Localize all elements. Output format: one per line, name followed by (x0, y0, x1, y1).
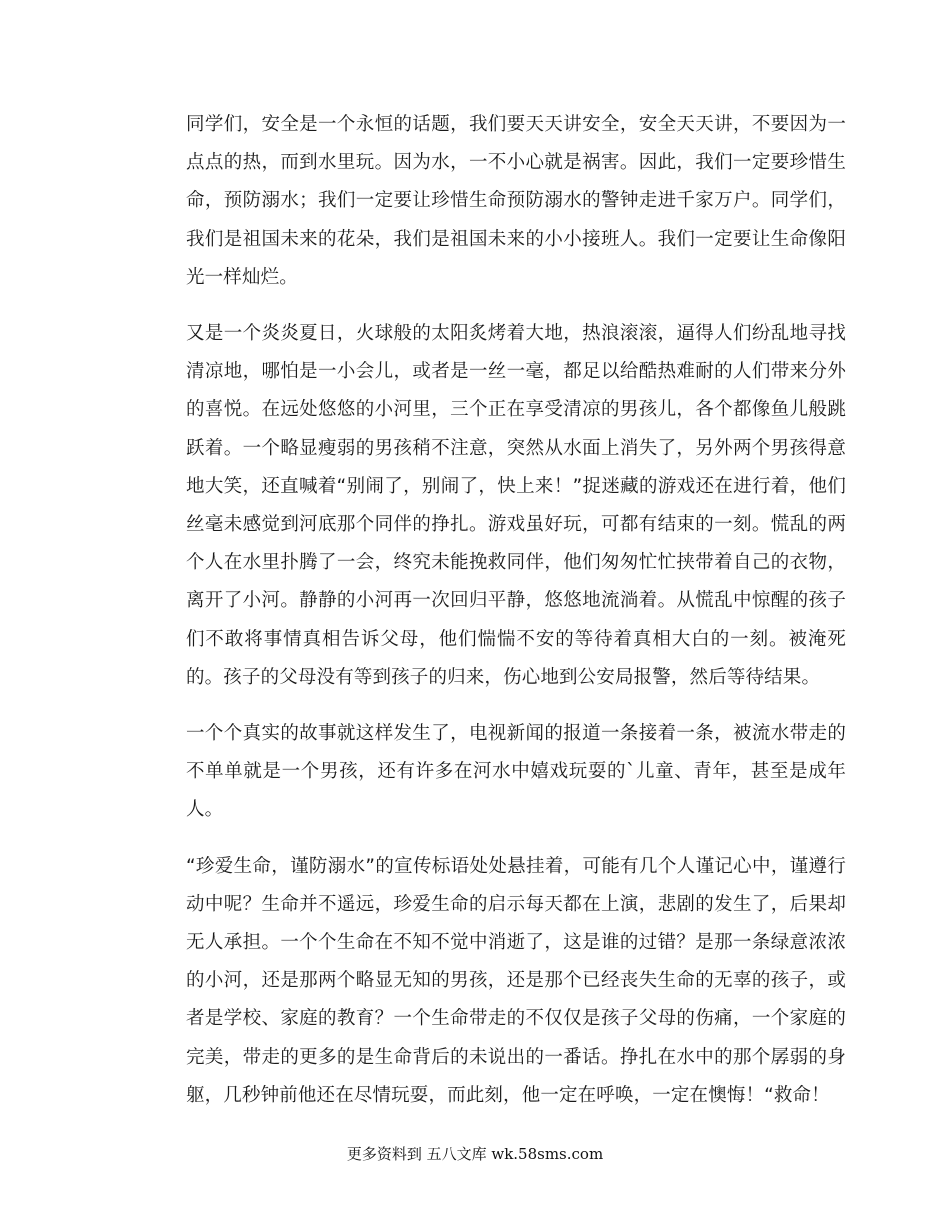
paragraph-2: 又是一个炎炎夏日，火球般的太阳炙烤着大地，热浪滚滚，逼得人们纷乱地寻找清凉地，哪怕是一小会儿，或者是一丝一毫，都足以给酷热难耐的人们带来分外的喜悦。在远处悠悠的小河里，三个正在享受清凉的男孩儿，各个都像鱼儿般跳跃着。一个略显瘦弱的男孩稍不注意，突然从水面上消失了，另外两个男孩得意地大笑，还直喊着“别闹了，别闹了，快上来！”捉迷藏的游戏还在进行着，他们丝毫未感觉到河底那个同伴的挣扎。游戏虽好玩，可都有结束的一刻。慌乱的两个人在水里扑腾了一会，终究未能挽救同伴，他们匆匆忙忙挟带着自己的衣物，离开了小河。静静的小河再一次回归平静，悠悠地流淌着。从慌乱中惊醒的孩子们不敢将事情真相告诉父母，他们惴惴不安的等待着真相大白的一刻。被淹死的。孩子的父母没有等到孩子的归来，伤心地到公安局报警，然后等待结果。 (186, 323, 846, 688)
paragraph-1: 同学们，安全是一个永恒的话题，我们要天天讲安全，安全天天讲，不要因为一点点的热，而到水里玩。因为水，一不小心就是祸害。因此，我们一定要珍惜生命，预防溺水；我们一定要让珍惜生命预防溺水的警钟走进千家万户。同学们，我们是祖国未来的花朵，我们是祖国未来的小小接班人。我们一定要让生命像阳光一样灿烂。 (186, 114, 846, 288)
paragraph-3: 一个个真实的故事就这样发生了，电视新闻的报道一条接着一条，被流水带走的不单单就是一个男孩，还有许多在河水中嬉戏玩耍的`儿童、青年，甚至是成年人。 (186, 723, 846, 821)
page-footer: 更多资料到 五八文库 wk.58sms.com (346, 1145, 604, 1163)
paragraph-4: “珍爱生命，谨防溺水”的宣传标语处处悬挂着，可能有几个人谨记心中，谨遵行动中呢？生命并不遥远，珍爱生命的启示每天都在上演，悲剧的发生了，后果却无人承担。一个个生命在不知不觉中消逝了，这是谁的过错？是那一条绿意浓浓的小河，还是那两个略显无知的男孩，还是那个已经丧失生命的无辜的孩子，或者是学校、家庭的教育？一个生命带走的不仅仅是孩子父母的伤痛，一个家庭的完美，带走的更多的是生命背后的未说出的一番话。挣扎在水中的那个孱弱的身躯，几秒钟前他还在尽情玩耍，而此刻，他一定在呼唤，一定在懊悔！“救命！ (186, 855, 846, 1106)
document-body (186, 106, 846, 1133)
